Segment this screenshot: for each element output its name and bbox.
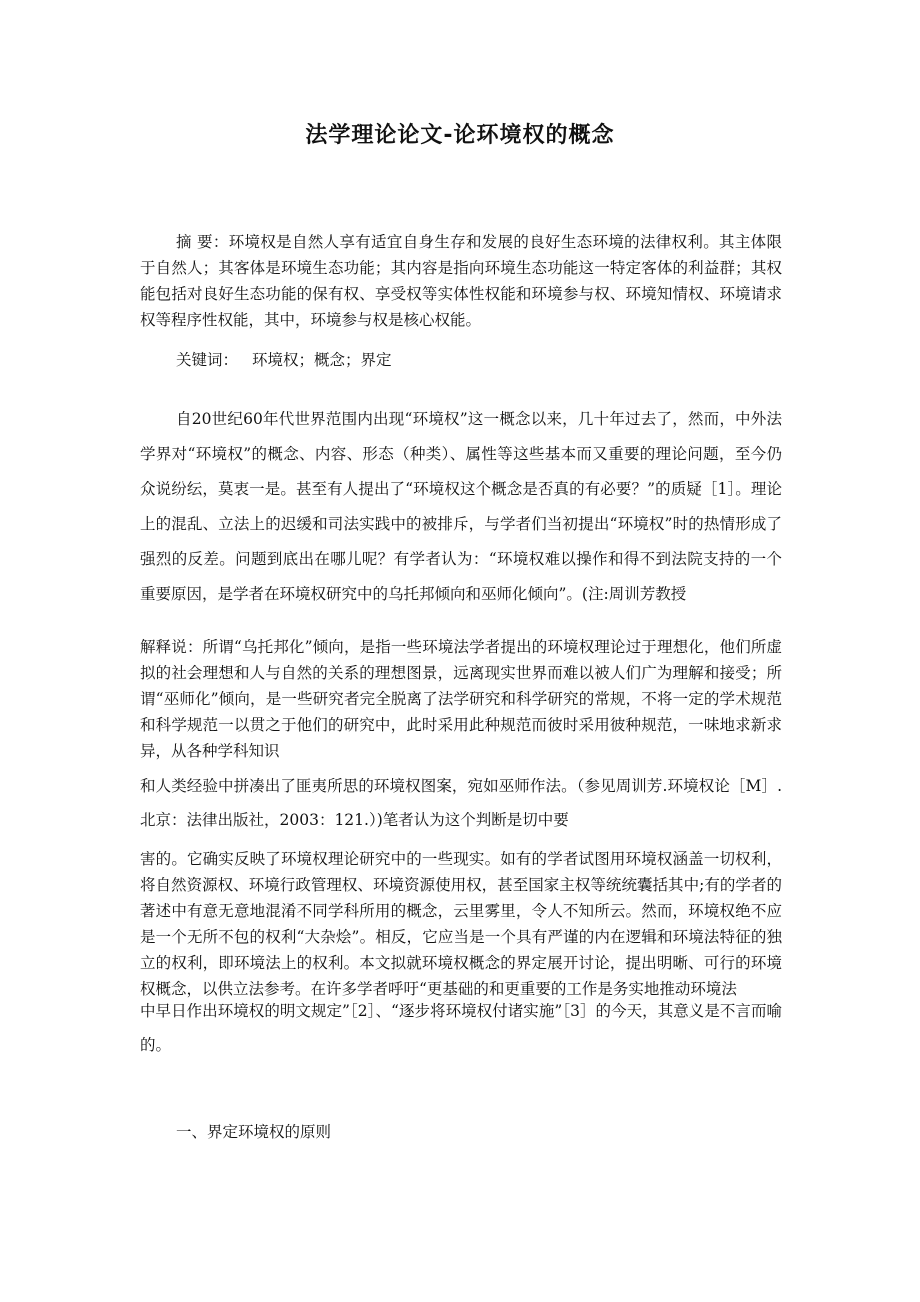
body-paragraph-conclusion: 中早日作出环境权的明文规定”［2］、“逐步将环境权付诸实施”［3］的今天，其意义是不言而喻的。: [140, 1002, 782, 1054]
body-paragraph-analysis: 害的。它确实反映了环境权理论研究中的一些现实。如有的学者试图用环境权涵盖一切权利，将自然资源权、环境行政管理权、环境资源使用权，甚至国家主权等统统囊括其中;有的学者的著述中有意无意地混淆不同学科所用的概念，云里雾里，令人不知所云。然而，环境权绝不应是一个无所不包的权利“大杂烩”。相反，它应当是一个具有严谨的内在逻辑和环境法特征的独立的权利，即环境法上的权利。本文拟就环境权概念的界定展开讨论，提出明晰、可行的环境权概念，以供立法参考。在许多学者呼吁“更基础的和更重要的工作是务实地推动环境法: [140, 850, 782, 998]
body-paragraph-intro: 自20世纪60年代世界范围内出现“环境权”这一概念以来，几十年过去了，然而，中外法学界对“环境权”的概念、内容、形态（种类）、属性等这些基本而又重要的理论问题，至今仍众说纷纭，莫衷一是。甚至有人提出了“环境权这个概念是否真的有必要？”的质疑［1］。理论上的混乱、立法上的迟缓和司法实践中的被排斥，与学者们当初提出“环境权”时的热情形成了强烈的反差。问题到底出在哪儿呢？有学者认为：“环境权难以操作和得不到法院支持的一个重要原因，是学者在环境权研究中的乌托邦倾向和巫师化倾向”。(注:周训芳教授: [140, 410, 782, 603]
section-heading: 一、界定环境权的原则: [176, 1123, 332, 1141]
body-paragraph-note: 解释说：所谓“乌托邦化”倾向，是指一些环境法学者提出的环境权理论过于理想化，他们所虚拟的社会理想和人与自然的关系的理想图景，远离现实世界而难以被人们广为理解和接受；所谓“巫师化”倾向，是一些研究者完全脱离了法学研究和科学研究的常规，不将一定的学术规范和科学规范一以贯之于他们的研究中，此时采用此种规范而彼时采用彼种规范，一味地求新求异，从各种学科知识: [140, 638, 782, 760]
document-title: 法学理论论文-论环境权的概念: [305, 123, 615, 148]
keywords-label: 关键词：: [176, 351, 239, 369]
keywords-line: [140, 347, 782, 373]
abstract-paragraph: 摘 要：环境权是自然人享有适宜自身生存和发展的良好生态环境的法律权利。其主体限于自然人；其客体是环境生态功能；其内容是指向环境生态功能这一特定客体的利益群；其权能包括对良好生态功能的保有权、享受权等实体性权能和环境参与权、环境知情权、环境请求权等程序性权能，其中，环境参与权是核心权能。: [140, 233, 782, 329]
keywords-value: 环境权；概念；界定: [252, 351, 392, 369]
body-paragraph-citation: 和人类经验中拼凑出了匪夷所思的环境权图案，宛如巫师作法。（参见周训芳.环境权论［M］.北京：法律出版社，2003：121.）)笔者认为这个判断是切中要: [140, 777, 782, 829]
